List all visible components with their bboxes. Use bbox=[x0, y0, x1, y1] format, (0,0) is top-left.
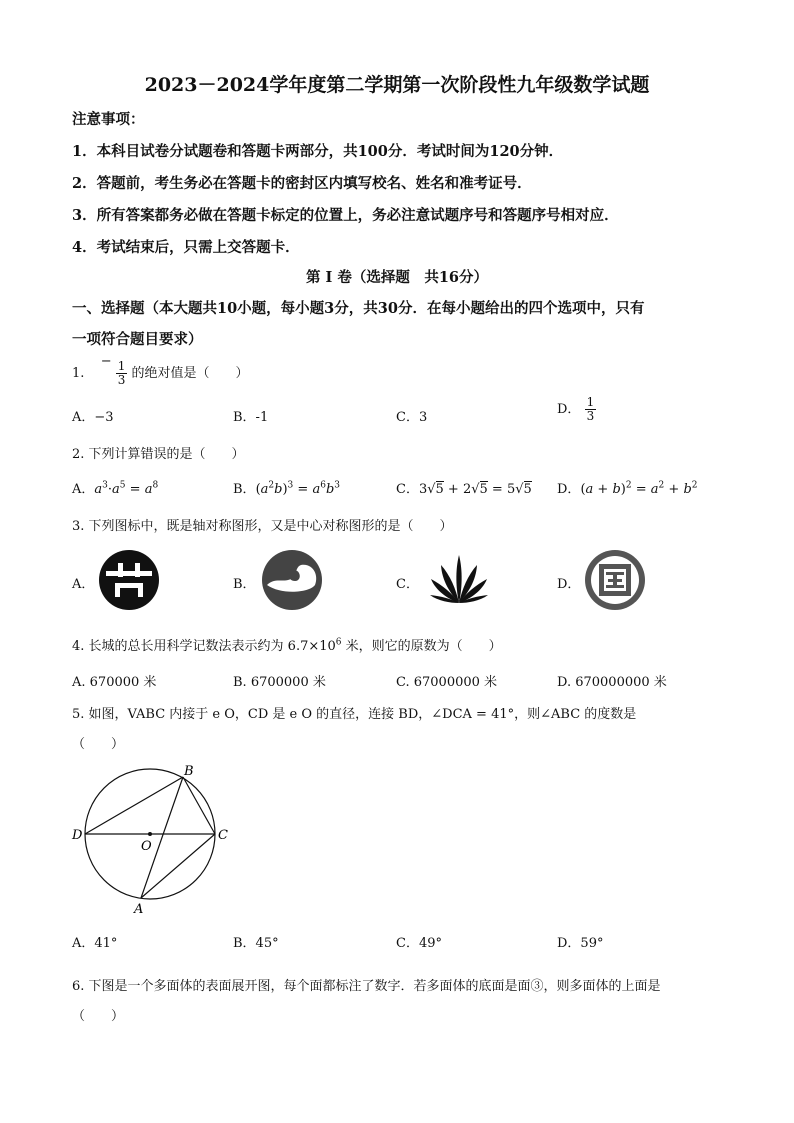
q3-option-b-label: B． bbox=[233, 577, 256, 592]
question-6-line1: 6. 下图是一个多面体的表面展开图，每个面都标注了数字．若多面体的底面是面③，则多面体的上面是 bbox=[72, 979, 661, 994]
question-1 bbox=[72, 354, 249, 387]
circle-geometry-figure bbox=[68, 764, 238, 920]
q2-option-b: B．$(a^2b)^3 = a^6b^3$ bbox=[233, 480, 341, 497]
question-2: 2. 下列计算错误的是（ ） bbox=[72, 447, 245, 462]
q5-option-d: D．59° bbox=[557, 936, 604, 951]
part1-heading-line2: 一项符合题目要求） bbox=[72, 331, 203, 348]
center-point bbox=[148, 832, 152, 836]
question-6-line2: （ ） bbox=[72, 1009, 125, 1024]
label-a: A bbox=[134, 902, 144, 917]
q3-option-c-label: C． bbox=[396, 577, 419, 592]
q2-option-c: C．3√5 + 2√5 = 5√5 bbox=[396, 482, 532, 497]
label-c: C bbox=[218, 828, 228, 843]
notice-item-4: 4．考试结束后，只需上交答题卡． bbox=[72, 239, 300, 256]
notice-heading: 注意事项： bbox=[72, 111, 145, 128]
q1-option-d: D． $\frac{1}{3}$ bbox=[557, 395, 595, 423]
question-5-line2: （ ） bbox=[72, 737, 125, 752]
q2-option-d: D．$(a + b)^2 = a^2 + b^2$ bbox=[557, 480, 698, 497]
q5-option-a: A．41° bbox=[72, 936, 118, 951]
logo-b-icon bbox=[261, 549, 323, 611]
label-d: D bbox=[72, 828, 83, 843]
q4-option-d: D. 670000000 米 bbox=[557, 675, 667, 690]
label-o: O bbox=[141, 839, 152, 854]
q5-option-c: C．49° bbox=[396, 936, 442, 951]
q1-option-c: C．3 bbox=[396, 410, 428, 425]
section-title: 第 I 卷（选择题 共16分） bbox=[305, 269, 489, 286]
question-4: 4. 长城的总长用科学记数法表示约为 $6.7\times 10^6$ 米，则它的原数为（ ） bbox=[72, 637, 502, 654]
question-5-line1: 5. 如图，VABC 内接于 e O，CD 是 e O 的直径，连接 BD，∠DCA = 41°，则∠ABC 的度数是 bbox=[72, 707, 637, 722]
logo-d-icon bbox=[584, 549, 646, 611]
logo-a-icon bbox=[98, 549, 160, 611]
q1-option-a: A．−3 bbox=[72, 410, 114, 425]
q1-number: 1. bbox=[72, 366, 85, 381]
q3-option-a-label: A． bbox=[72, 577, 95, 592]
notice-item-2: 2．答题前，考生务必在答题卡的密封区内填写校名、姓名和准考证号． bbox=[72, 175, 532, 192]
q1-fraction: $\frac{1}{3}$ bbox=[117, 359, 126, 387]
page-title: 2023－2024学年度第二学期第一次阶段性九年级数学试题 bbox=[144, 74, 650, 96]
q1-fraction-sign: − bbox=[100, 354, 112, 369]
question-3: 3. 下列图标中，既是轴对称图形，又是中心对称图形的是（ ） bbox=[72, 519, 453, 534]
segment-bc bbox=[183, 777, 215, 834]
notice-item-1: 1．本科目试卷分试题卷和答题卡两部分，共100分．考试时间为120分钟． bbox=[72, 143, 564, 160]
q4-option-c: C. 67000000 米 bbox=[396, 675, 498, 690]
q1-text: 的绝对值是（ ） bbox=[131, 366, 249, 381]
q1-option-b: B．-1 bbox=[233, 410, 269, 425]
segment-db bbox=[85, 777, 183, 834]
q5-option-b: B．45° bbox=[233, 936, 279, 951]
q3-option-d-label: D． bbox=[557, 577, 581, 592]
q2-option-a: A．$a^3\cdot a^5 = a^8$ bbox=[72, 480, 159, 497]
label-b: B bbox=[184, 764, 194, 779]
q4-option-a: A. 670000 米 bbox=[72, 675, 157, 690]
q4-option-b: B. 6700000 米 bbox=[233, 675, 326, 690]
notice-item-3: 3．所有答案都务必做在答题卡标定的位置上，务必注意试题序号和答题序号相对应． bbox=[72, 207, 619, 224]
part1-heading-line1: 一、选择题（本大题共10小题，每小题3分，共30分．在每小题给出的四个选项中，只有 bbox=[72, 300, 645, 317]
logo-c-icon bbox=[428, 549, 490, 611]
